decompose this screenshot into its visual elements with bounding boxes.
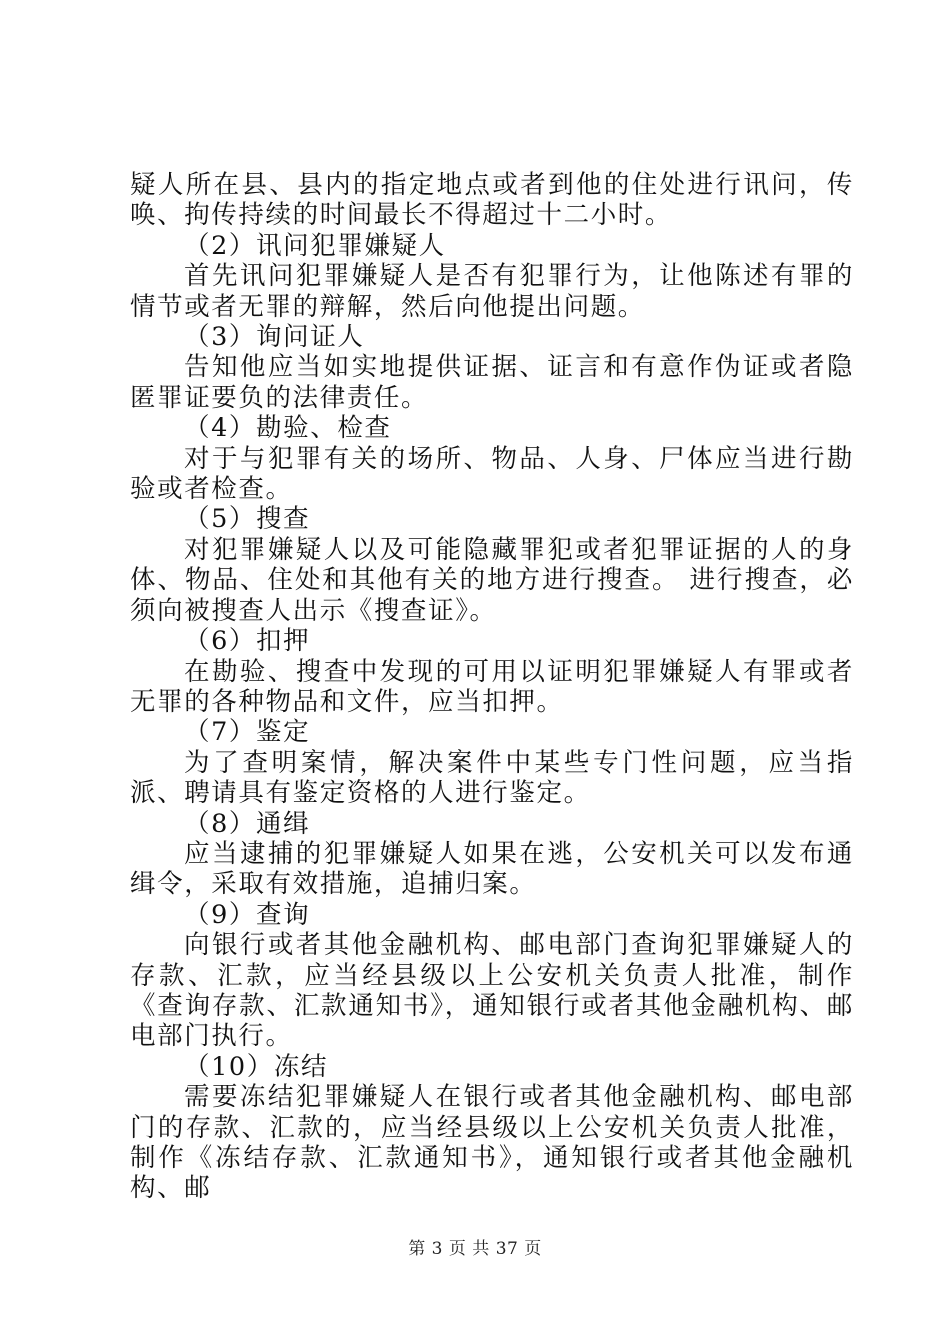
paragraph: （9）查询 xyxy=(184,899,311,930)
paragraph: 疑人所在县、县内的指定地点或者到他的住处进行讯问，传唤、拘传持续的时间最长不得超过十二小时。 xyxy=(130,170,854,231)
paragraph: 告知他应当如实地提供证据、证言和有意作伪证或者隐匿罪证要负的法律责任。 xyxy=(130,352,854,413)
page-footer xyxy=(0,1238,950,1260)
paragraph: 对犯罪嫌疑人以及可能隐藏罪犯或者犯罪证据的人的身体、物品、住处和其他有关的地方进行搜查。 进行搜查，必须向被搜查人出示《搜查证》。 xyxy=(130,534,854,626)
paragraph: 应当逮捕的犯罪嫌疑人如果在逃，公安机关可以发布通缉令，采取有效措施，追捕归案。 xyxy=(130,838,854,900)
paragraph: 为了查明案情，解决案件中某些专门性问题，应当指派、聘请具有鉴定资格的人进行鉴定。 xyxy=(130,747,854,809)
paragraph: （10）冻结 xyxy=(184,1051,329,1082)
paragraph: （2）讯问犯罪嫌疑人 xyxy=(184,230,446,261)
paragraph: 对于与犯罪有关的场所、物品、人身、尸体应当进行勘验或者检查。 xyxy=(130,443,854,505)
paragraph: （8）通缉 xyxy=(184,808,311,839)
document-body xyxy=(130,170,854,1204)
paragraph: （7）鉴定 xyxy=(184,717,311,748)
paragraph: （5）搜查 xyxy=(184,504,311,535)
paragraph: （3）询问证人 xyxy=(184,322,365,353)
paragraph: 向银行或者其他金融机构、邮电部门查询犯罪嫌疑人的存款、汇款，应当经县级以上公安机关负责人批准，制作《查询存款、汇款通知书》，通知银行或者其他金融机构、邮电部门执行。 xyxy=(130,930,854,1052)
paragraph: 首先讯问犯罪嫌疑人是否有犯罪行为，让他陈述有罪的情节或者无罪的辩解，然后向他提出问题。 xyxy=(130,261,854,322)
paragraph: （6）扣押 xyxy=(184,626,311,657)
page-number: 第 3 页 共 37 页 xyxy=(408,1239,542,1259)
paragraph: 需要冻结犯罪嫌疑人在银行或者其他金融机构、邮电部门的存款、汇款的，应当经县级以上公安机关负责人批准，制作《冻结存款、汇款通知书》，通知银行或者其他金融机构、邮 xyxy=(130,1082,854,1204)
paragraph: 在勘验、搜查中发现的可用以证明犯罪嫌疑人有罪或者无罪的各种物品和文件，应当扣押。 xyxy=(130,656,854,717)
paragraph: （4）勘验、检查 xyxy=(184,413,392,444)
